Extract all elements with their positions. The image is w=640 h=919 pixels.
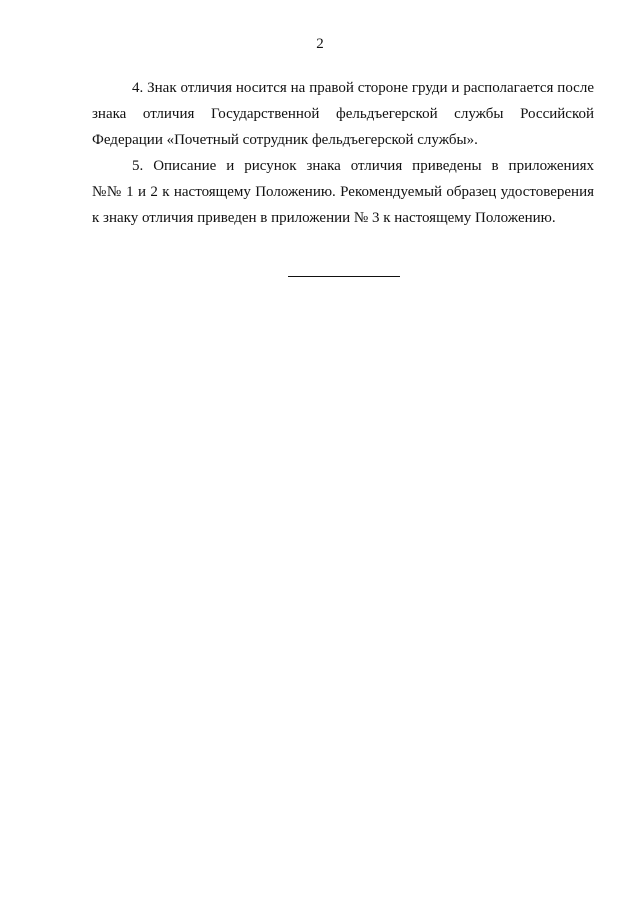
page-number: 2 xyxy=(316,36,324,52)
end-divider-line xyxy=(288,276,400,277)
paragraph-5 xyxy=(92,153,594,231)
paragraph-line: к знаку отличия приведен в приложении № 3 к настоящему Положению. xyxy=(92,210,556,226)
paragraph-line: знака отличия Государственной фельдъегерской службы Российской xyxy=(92,106,594,122)
paragraph-line: Федерации «Почетный сотрудник фельдъегерской службы». xyxy=(92,132,478,148)
paragraph-4 xyxy=(92,75,594,153)
paragraph-line: 5. Описание и рисунок знака отличия приведены в приложениях xyxy=(132,158,594,174)
paragraph-line: 4. Знак отличия носится на правой стороне груди и располагается после xyxy=(132,80,594,96)
document-body xyxy=(92,75,594,231)
paragraph-line: №№ 1 и 2 к настоящему Положению. Рекомендуемый образец удостоверения xyxy=(92,184,594,200)
